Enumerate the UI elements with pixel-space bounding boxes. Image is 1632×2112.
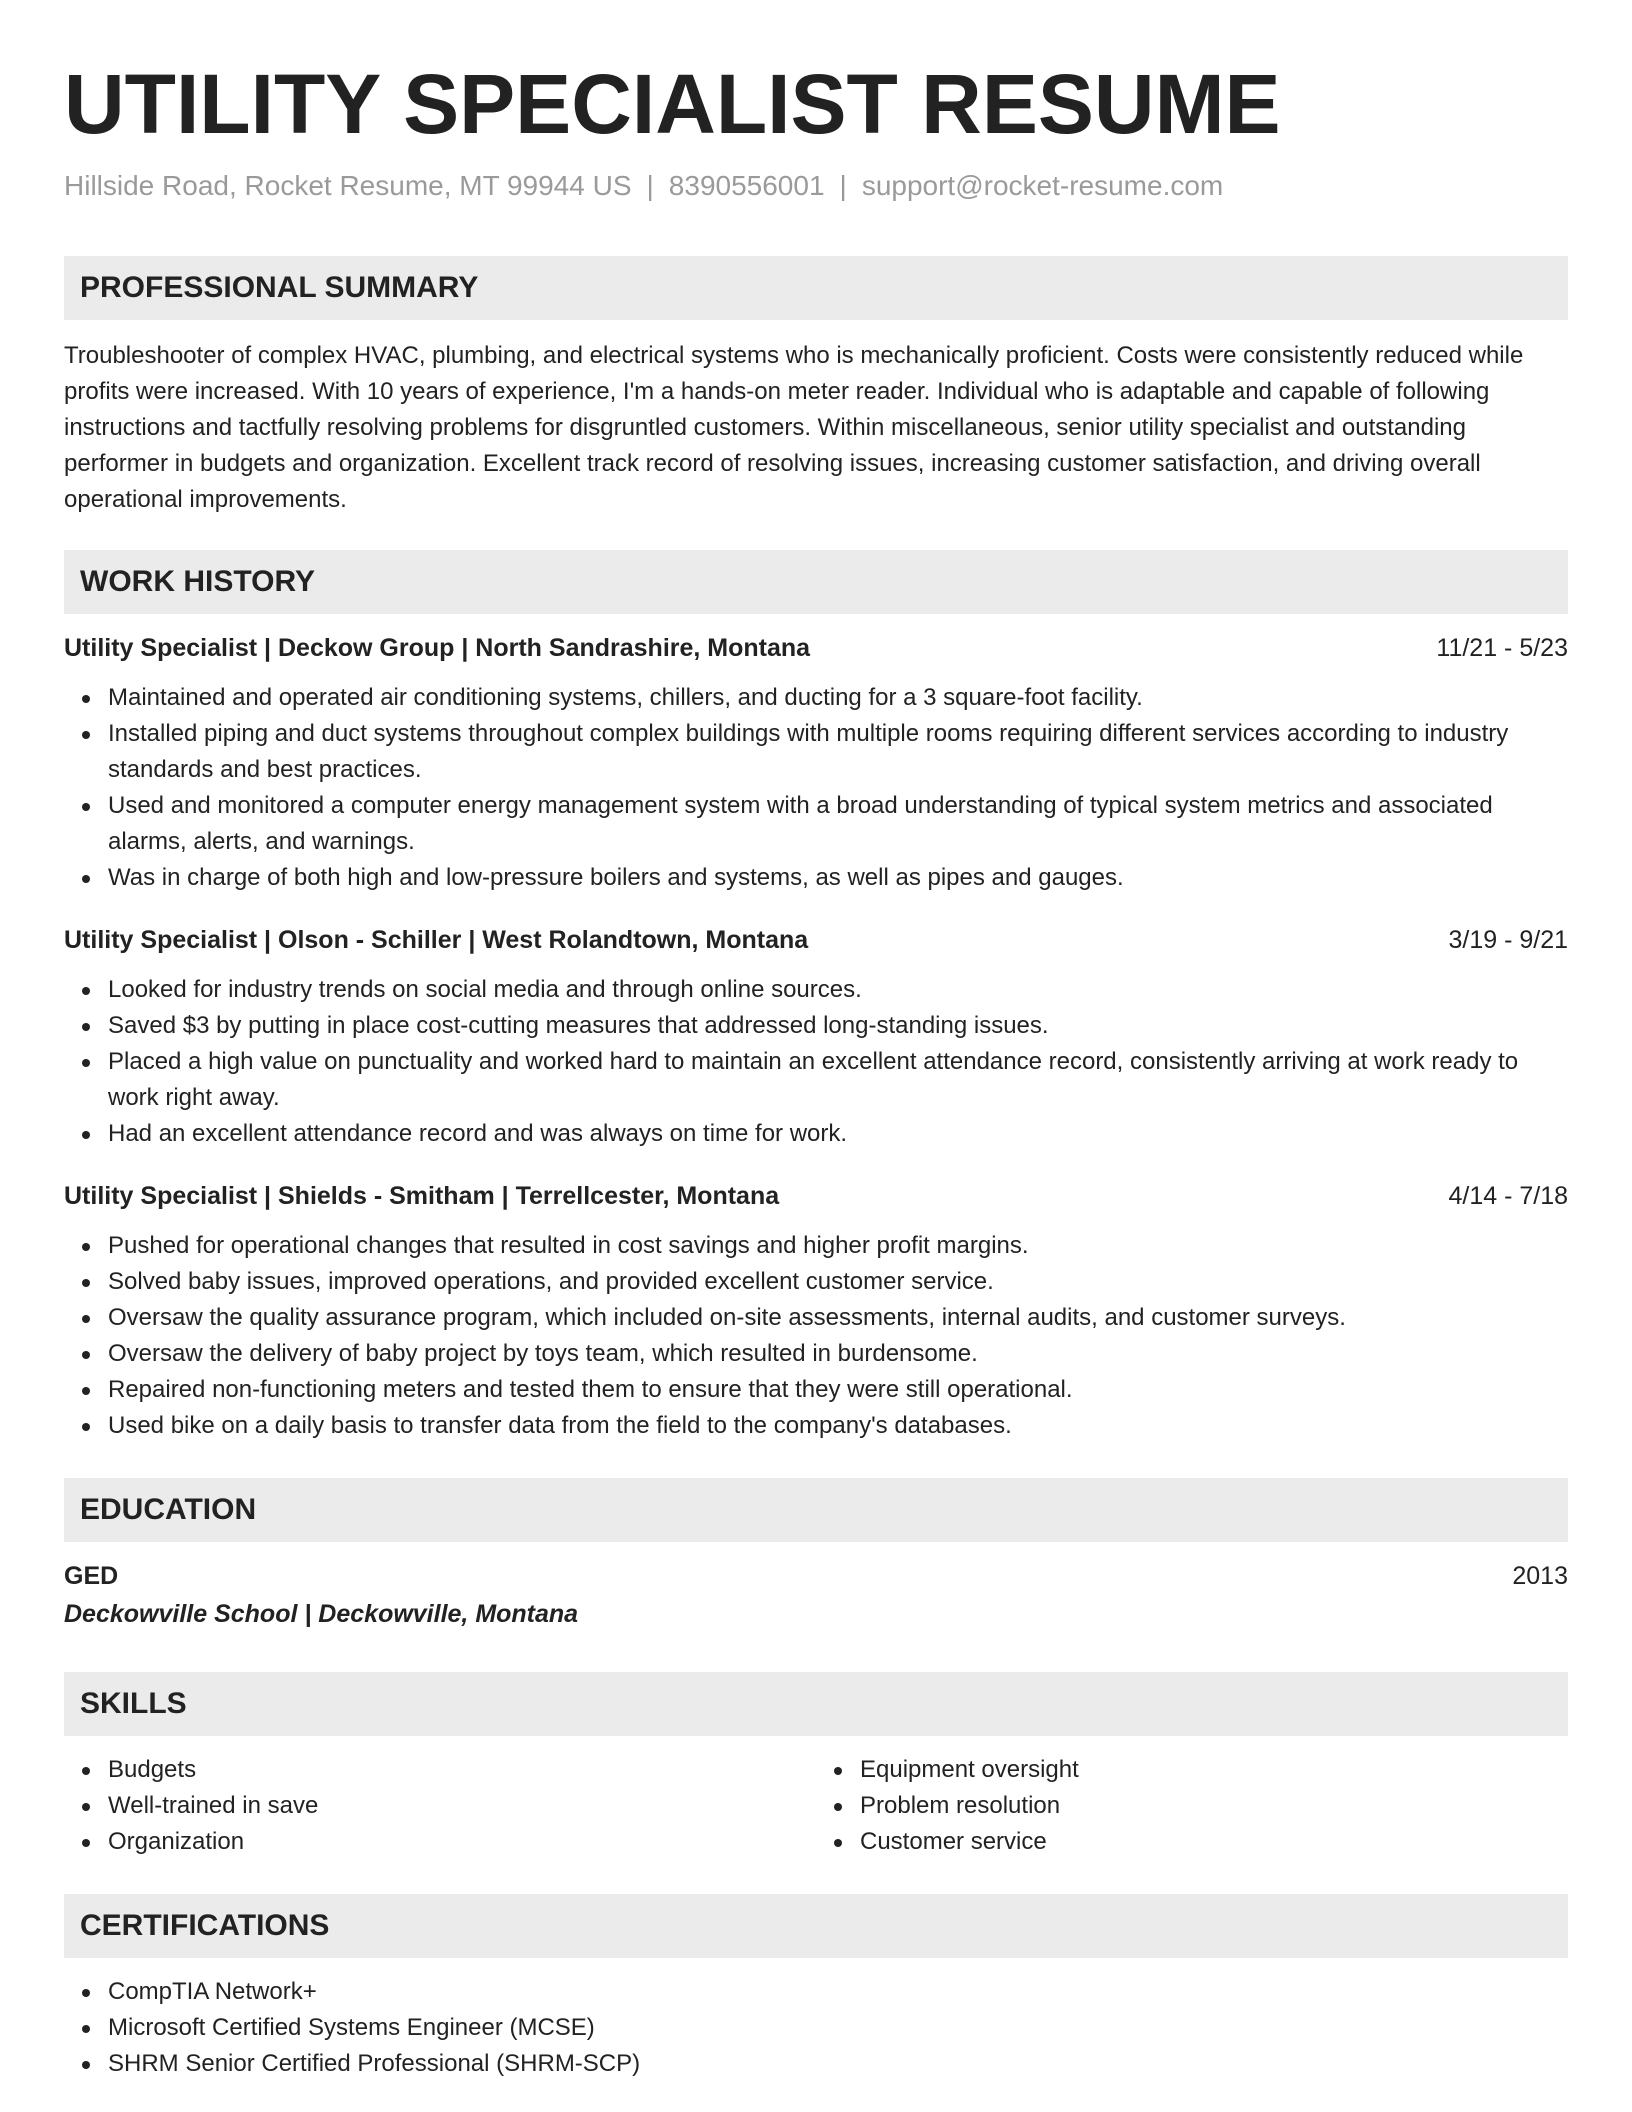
job-dates: 3/19 - 9/21 [1448, 926, 1568, 954]
job-header [64, 1178, 1568, 1214]
job-bullet: Pushed for operational changes that resulted in cost savings and higher profit margins. [108, 1228, 1568, 1264]
skills-right-column [816, 1752, 1568, 1860]
skill-item: Well-trained in save [108, 1788, 816, 1824]
contact-separator: | [646, 170, 654, 201]
job-title: Utility Specialist | Olson - Schiller | West Rolandtown, Montana [64, 926, 809, 954]
job-title: Utility Specialist | Shields - Smitham | Terrellcester, Montana [64, 1182, 780, 1210]
job-bullet: Repaired non-functioning meters and tested them to ensure that they were still operational. [108, 1372, 1568, 1408]
job-header [64, 630, 1568, 666]
contact-email: support@rocket-resume.com [861, 170, 1224, 201]
job-entry [64, 1178, 1568, 1444]
job-dates: 11/21 - 5/23 [1436, 634, 1568, 662]
summary-text: Troubleshooter of complex HVAC, plumbing, and electrical systems who is mechanically proficient. Costs were consistently reduced while profits were increased. With 10 years of experience, I'm a hands-on meter reader. Individual who is adaptable and capable of following instructions and tactfully resolving problems for disgruntled customers. Within miscellaneous, senior utility specialist and outstanding performer in budgets and organization. Excellent track record of resolving issues, increasing customer satisfaction, and driving overall operational improvements. [64, 342, 1524, 513]
job-bullet: Oversaw the quality assurance program, which included on-site assessments, internal audits, and customer surveys. [108, 1300, 1568, 1336]
job-title: Utility Specialist | Deckow Group | North Sandrashire, Montana [64, 634, 811, 662]
contact-line [64, 166, 1568, 206]
job-bullet: Solved baby issues, improved operations, and provided excellent customer service. [108, 1264, 1568, 1300]
skill-item: Customer service [860, 1824, 1568, 1860]
resume-title: UTILITY SPECIALIST RESUME [64, 57, 1281, 151]
skill-item: Budgets [108, 1752, 816, 1788]
skill-item: Organization [108, 1824, 816, 1860]
job-bullet: Placed a high value on punctuality and worked hard to maintain an excellent attendance record, consistently arriving at work ready to work right away. [108, 1044, 1568, 1116]
job-bullet: Was in charge of both high and low-pressure boilers and systems, as well as pipes and gauges. [108, 860, 1568, 896]
education-year: 2013 [1512, 1562, 1568, 1590]
section-heading-work-history: WORK HISTORY [64, 550, 1568, 614]
job-bullet: Looked for industry trends on social media and through online sources. [108, 972, 1568, 1008]
job-bullet: Used and monitored a computer energy management system with a broad understanding of typical system metrics and associated alarms, alerts, and warnings. [108, 788, 1568, 860]
job-entry [64, 922, 1568, 1152]
job-bullets [64, 1228, 1568, 1444]
certification-item: SHRM Senior Certified Professional (SHRM-SCP) [108, 2046, 1568, 2082]
skill-item: Equipment oversight [860, 1752, 1568, 1788]
job-bullet: Saved $3 by putting in place cost-cutting measures that addressed long-standing issues. [108, 1008, 1568, 1044]
job-header [64, 922, 1568, 958]
section-heading-education: EDUCATION [64, 1478, 1568, 1542]
contact-phone: 8390556001 [668, 170, 825, 201]
education-row [64, 1558, 1568, 1594]
skill-item: Problem resolution [860, 1788, 1568, 1824]
section-heading-skills: SKILLS [64, 1672, 1568, 1736]
skills-columns [64, 1752, 1568, 1860]
contact-address: Hillside Road, Rocket Resume, MT 99944 US [64, 170, 632, 201]
job-bullets [64, 680, 1568, 896]
job-bullet: Installed piping and duct systems throughout complex buildings with multiple rooms requiring different services according to industry standards and best practices. [108, 716, 1568, 788]
education-entry [64, 1558, 1568, 1634]
certifications-list [64, 1974, 1568, 2082]
job-entry [64, 630, 1568, 896]
certification-item: Microsoft Certified Systems Engineer (MCSE) [108, 2010, 1568, 2046]
education-school: Deckowville School | Deckowville, Montana [64, 1600, 579, 1628]
job-dates: 4/14 - 7/18 [1448, 1182, 1568, 1210]
job-bullet: Used bike on a daily basis to transfer data from the field to the company's databases. [108, 1408, 1568, 1444]
section-heading-summary: PROFESSIONAL SUMMARY [64, 256, 1568, 320]
job-bullets [64, 972, 1568, 1152]
certification-item: CompTIA Network+ [108, 1974, 1568, 2010]
skills-left-column [64, 1752, 816, 1860]
job-bullet: Oversaw the delivery of baby project by toys team, which resulted in burdensome. [108, 1336, 1568, 1372]
education-degree: GED [64, 1562, 119, 1590]
certification-bullets [64, 1974, 1568, 2082]
job-bullet: Had an excellent attendance record and was always on time for work. [108, 1116, 1568, 1152]
contact-separator: | [839, 170, 847, 201]
section-heading-certifications: CERTIFICATIONS [64, 1894, 1568, 1958]
job-bullet: Maintained and operated air conditioning systems, chillers, and ducting for a 3 square-foot facility. [108, 680, 1568, 716]
